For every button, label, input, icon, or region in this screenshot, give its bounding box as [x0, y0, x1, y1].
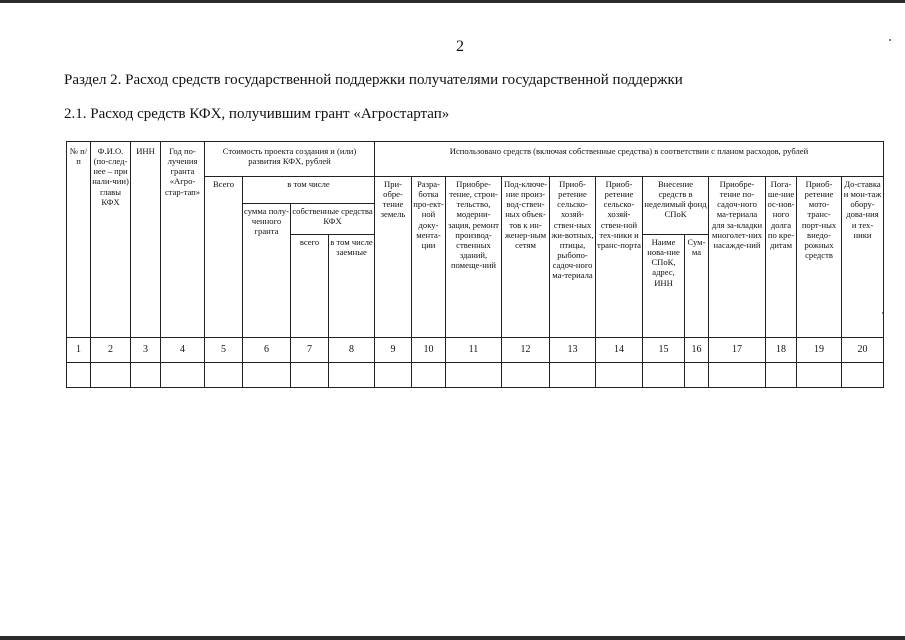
header-fund-sum: Сум-ма: [685, 235, 709, 338]
table-cell[interactable]: [205, 363, 243, 388]
table-cell[interactable]: [766, 363, 797, 388]
header-indivisible-fund: Внесение средств в неделимый фонд СПоК: [643, 177, 709, 235]
column-number-cell: 4: [161, 338, 205, 363]
table-cell[interactable]: [446, 363, 502, 388]
table-cell[interactable]: [375, 363, 412, 388]
column-number-cell: 11: [446, 338, 502, 363]
header-planting: Приобре-тение по-садоч-ного ма-териала для за-кладки многолет-них насажде-ний: [709, 177, 766, 338]
header-grant-year: Год по-лучения гранта «Агро-стар-тап»: [161, 142, 205, 338]
table-row: [67, 363, 884, 388]
column-number-cell: 8: [329, 338, 375, 363]
column-number-cell: 6: [243, 338, 291, 363]
header-fio: Ф.И.О. (по-след-нее – при нали-чии) главы КФХ: [91, 142, 131, 338]
header-cost-total: Всего: [205, 177, 243, 338]
header-delivery: До-ставка и мон-таж обору-дова-ния и тех-ники: [842, 177, 884, 338]
header-fund-name: Наиме нова-ние СПоК, адрес, ИНН: [643, 235, 685, 338]
header-animals: Приоб-ретение сельско-хозяй-ствен-ных жи-вотных, птицы, рыбопо-садоч-ного ма-териала: [550, 177, 596, 338]
table-cell[interactable]: [596, 363, 643, 388]
header-construction: Приобре-тение, строи-тельство, модерни-зация, ремонт производ-ственных зданий, помеще-ний: [446, 177, 502, 338]
column-number-cell: 17: [709, 338, 766, 363]
header-engineering: Под-ключе-ние произ-вод-ствен-ных объек-тов к ин-женер-ным сетям: [502, 177, 550, 338]
header-cost-including: в том числе: [243, 177, 375, 204]
header-own-borrowed: в том числе заемные: [329, 235, 375, 338]
grant-expense-table: [66, 141, 884, 388]
table-cell[interactable]: [643, 363, 685, 388]
header-vehicles: Приоб-ретение мото-транс-порт-ных внедо-рожных средств: [797, 177, 842, 338]
header-loans: Пога-ше-ние ос-нов-ного долга по кре-дитам: [766, 177, 797, 338]
column-number-cell: 19: [797, 338, 842, 363]
header-grant-sum: сумма полу-ченного гранта: [243, 204, 291, 338]
column-number-cell: 9: [375, 338, 412, 363]
column-number-cell: 12: [502, 338, 550, 363]
column-number-cell: 13: [550, 338, 596, 363]
column-number-row: [67, 338, 884, 363]
table-cell[interactable]: [131, 363, 161, 388]
table-cell[interactable]: [502, 363, 550, 388]
header-machinery: Приоб-ретение сельско-хозяй-ствен-ной тех-ники и транс-порта: [596, 177, 643, 338]
header-funds-used: Использовано средств (включая собственные средства) в соответствии с планом расходов, рублей: [375, 142, 884, 177]
column-number-cell: 10: [412, 338, 446, 363]
column-number-cell: 20: [842, 338, 884, 363]
scan-bottom-edge: [0, 636, 905, 640]
table-cell[interactable]: [709, 363, 766, 388]
column-number-cell: 14: [596, 338, 643, 363]
header-num: № п/п: [67, 142, 91, 338]
table-cell[interactable]: [91, 363, 131, 388]
header-own-funds: собственные средства КФХ: [291, 204, 375, 235]
header-design-docs: Разра-ботка про-ект-ной доку-мента-ции: [412, 177, 446, 338]
table-cell[interactable]: [67, 363, 91, 388]
table-cell[interactable]: [797, 363, 842, 388]
scan-speck: [889, 39, 891, 41]
table-cell[interactable]: [412, 363, 446, 388]
header-land: При-обре-тение земель: [375, 177, 412, 338]
table-cell[interactable]: [291, 363, 329, 388]
column-number-cell: 16: [685, 338, 709, 363]
column-number-cell: 5: [205, 338, 243, 363]
section-title: Раздел 2. Расход средств государственной поддержки получателями государственной поддержки: [64, 72, 683, 88]
table-cell[interactable]: [243, 363, 291, 388]
column-number-cell: 18: [766, 338, 797, 363]
header-project-cost: Стоимость проекта создания и (или) развития КФХ, рублей: [205, 142, 375, 177]
table-cell[interactable]: [685, 363, 709, 388]
header-own-total: всего: [291, 235, 329, 338]
table-cell[interactable]: [329, 363, 375, 388]
column-number-cell: 7: [291, 338, 329, 363]
header-inn: ИНН: [131, 142, 161, 338]
page-number: 2: [456, 38, 464, 55]
table-cell[interactable]: [550, 363, 596, 388]
table-cell[interactable]: [842, 363, 884, 388]
column-number-cell: 1: [67, 338, 91, 363]
subsection-title: 2.1. Расход средств КФХ, получившим грант «Агростартап»: [64, 106, 450, 122]
scan-top-edge: [0, 0, 905, 3]
column-number-cell: 2: [91, 338, 131, 363]
column-number-cell: 3: [131, 338, 161, 363]
table-cell[interactable]: [161, 363, 205, 388]
column-number-cell: 15: [643, 338, 685, 363]
